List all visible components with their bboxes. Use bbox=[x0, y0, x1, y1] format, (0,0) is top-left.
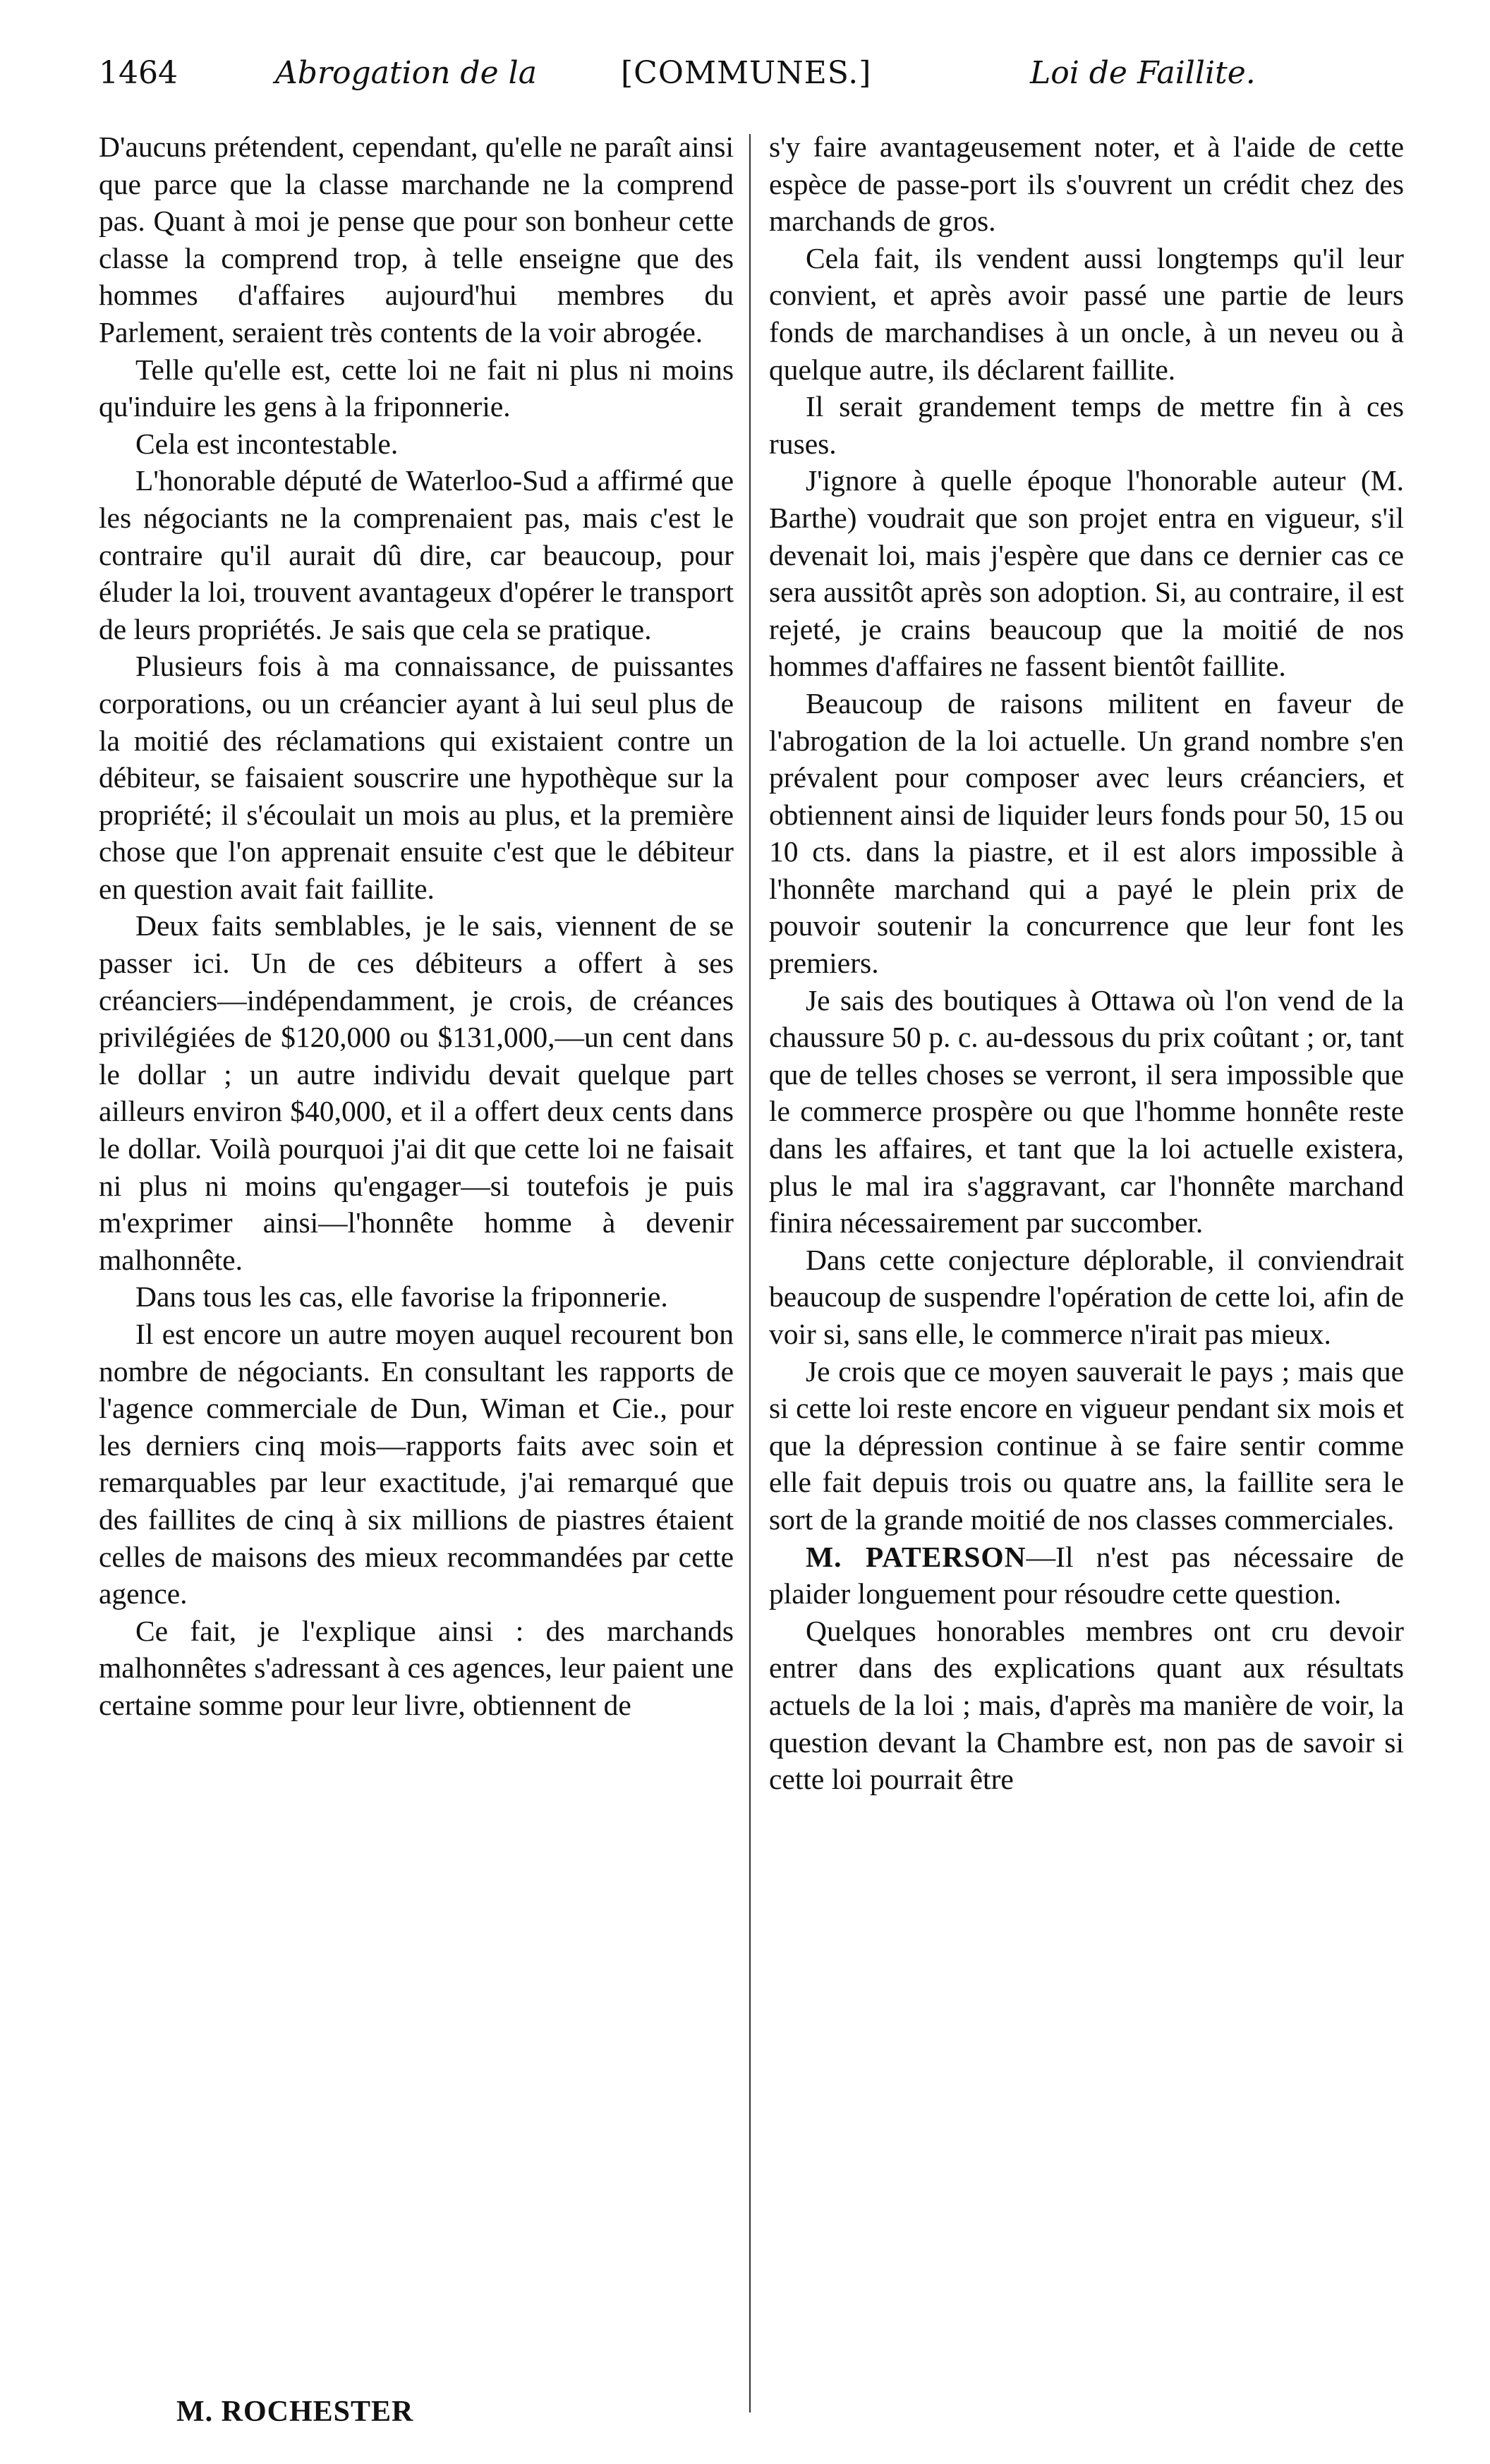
speaker-name: M. PATERSON bbox=[806, 1540, 1026, 1573]
paragraph: Dans cette conjecture déplorable, il conviendrait beaucoup de suspendre l'opération de cette loi, afin de voir si, sans elle, le commerce n'irait pas mieux. bbox=[769, 1243, 1404, 1350]
paragraph: Quelques honorables membres ont cru devoir entrer dans des explications quant aux résultats actuels de la loi ; mais, d'après ma manière de voir, la question devant la Chambre est, non pas de savoir si cette loi pourrait être bbox=[769, 1614, 1404, 1796]
paragraph: Je crois que ce moyen sauverait le pays ; mais que si cette loi reste encore en vigueur pendant six mois et que la dépression continue à se faire sentir comme elle fait depuis trois ou quatre ans, la faillite sera le sort de la grande moitié de nos classes commerciales. bbox=[769, 1354, 1404, 1536]
paragraph: Plusieurs fois à ma connaissance, de puissantes corporations, ou un créancier ayant à lui seul plus de la moitié des réclamations qui existaient contre un débiteur, se faisaient souscrire une hypothèque sur la propriété; il s'écoulait un mois au plus, et la première chose que l'on apprenait ensuite c'est que le débiteur en question avait fait faillite. bbox=[99, 650, 734, 905]
paragraph: L'honorable député de Waterloo-Sud a affirmé que les négociants ne la comprenaient pas, mais c'est le contraire qu'il aurait dû dire, car beaucoup, pour éluder la loi, trouvent avantageux d'opérer le transport de leurs propriétés. Je sais que cela se pratique. bbox=[99, 464, 734, 645]
running-title-center: [COMMUNES.] bbox=[621, 55, 872, 91]
left-column bbox=[99, 128, 734, 1724]
speech-paragraph bbox=[769, 1539, 1404, 1613]
right-column bbox=[769, 128, 1404, 1798]
running-title-right: Loi de Faillite. bbox=[1030, 55, 1256, 91]
page-number: 1464 bbox=[99, 55, 178, 91]
paragraph: Dans tous les cas, elle favorise la friponnerie. bbox=[135, 1280, 668, 1313]
running-title-left: Abrogation de la bbox=[275, 55, 537, 91]
column-divider bbox=[749, 134, 751, 2413]
footer-signature: M. ROCHESTER bbox=[176, 2396, 414, 2428]
paragraph: s'y faire avantageusement noter, et à l'aide de cette espèce de passe-port ils s'ouvrent un crédit chez des marchands de gros. bbox=[769, 131, 1404, 238]
paragraph: Cela fait, ils vendent aussi longtemps qu'il leur convient, et après avoir passé une partie de leurs fonds de marchandises à un oncle, à un neveu ou à quelque autre, ils déclarent faillite. bbox=[769, 241, 1404, 386]
paragraph: Je sais des boutiques à Ottawa où l'on vend de la chaussure 50 p. c. au-dessous du prix coûtant ; or, tant que de telles choses se verront, il sera impossible que le commerce prospère ou que l'homme honnête reste dans les affaires, et tant que la loi actuelle existera, plus le mal ira s'aggravant, car l'honnête marchand finira nécessairement par succomber. bbox=[769, 983, 1404, 1239]
page-header bbox=[99, 55, 1404, 104]
paragraph: D'aucuns prétendent, cependant, qu'elle ne paraît ainsi que parce que la classe marchande ne la comprend pas. Quant à moi je pense que pour son bonheur cette classe la comprend trop, à telle enseigne que des hommes d'affaires aujourd'hui membres du Parlement, seraient très contents de la voir abrogée. bbox=[99, 131, 734, 348]
paragraph: Il serait grandement temps de mettre fin à ces ruses. bbox=[769, 390, 1404, 460]
paragraph: Telle qu'elle est, cette loi ne fait ni plus ni moins qu'induire les gens à la friponnerie. bbox=[99, 353, 734, 423]
paragraph: Beaucoup de raisons militent en faveur de l'abrogation de la loi actuelle. Un grand nombre s'en prévalent pour composer avec leurs créanciers, et obtiennent ainsi de liquider leurs fonds pour 50, 15 ou 10 cts. dans la piastre, et il est alors impossible à l'honnête marchand qui a payé le plein prix de pouvoir soutenir la concurrence que leur font les premiers. bbox=[769, 686, 1404, 980]
paragraph: Il est encore un autre moyen auquel recourent bon nombre de négociants. En consultant les rapports de l'agence commerciale de Dun, Wiman et Cie., pour les derniers cinq mois—rapports faits avec soin et remarquables par leur exactitude, j'ai remarqué que des faillites de cinq à six millions de piastres étaient celles de maisons des mieux recommandées par cette agence. bbox=[99, 1318, 734, 1610]
paragraph: Deux faits semblables, je le sais, viennent de se passer ici. Un de ces débiteurs a offert à ses créanciers—indépendamment, je crois, de créances privilégiées de $120,000 ou $131,000,—un cent dans le dollar ; un autre individu devait quelque part ailleurs environ $40,000, et il a offert deux cents dans le dollar. Voilà pourquoi j'ai dit que cette loi ne faisait ni plus ni moins qu'engager—si toutefois je puis m'exprimer ainsi—l'honnête homme à devenir malhonnête. bbox=[99, 909, 734, 1276]
speech-opening: —Il n'est pas nécessaire de plaider longuement pour résoudre cette question. bbox=[769, 1540, 1404, 1610]
paragraph: J'ignore à quelle époque l'honorable auteur (M. Barthe) voudrait que son projet entra en vigueur, s'il devenait loi, mais j'espère que dans ce dernier cas ce sera aussitôt après son adoption. Si, au contraire, il est rejeté, je crains beaucoup que la moitié de nos hommes d'affaires ne fassent bientôt faillite. bbox=[769, 464, 1404, 683]
paragraph: Ce fait, je l'explique ainsi : des marchands malhonnêtes s'adressant à ces agences, leur paient une certaine somme pour leur livre, obtiennent de bbox=[99, 1614, 734, 1721]
paragraph: Cela est incontestable. bbox=[135, 427, 399, 460]
